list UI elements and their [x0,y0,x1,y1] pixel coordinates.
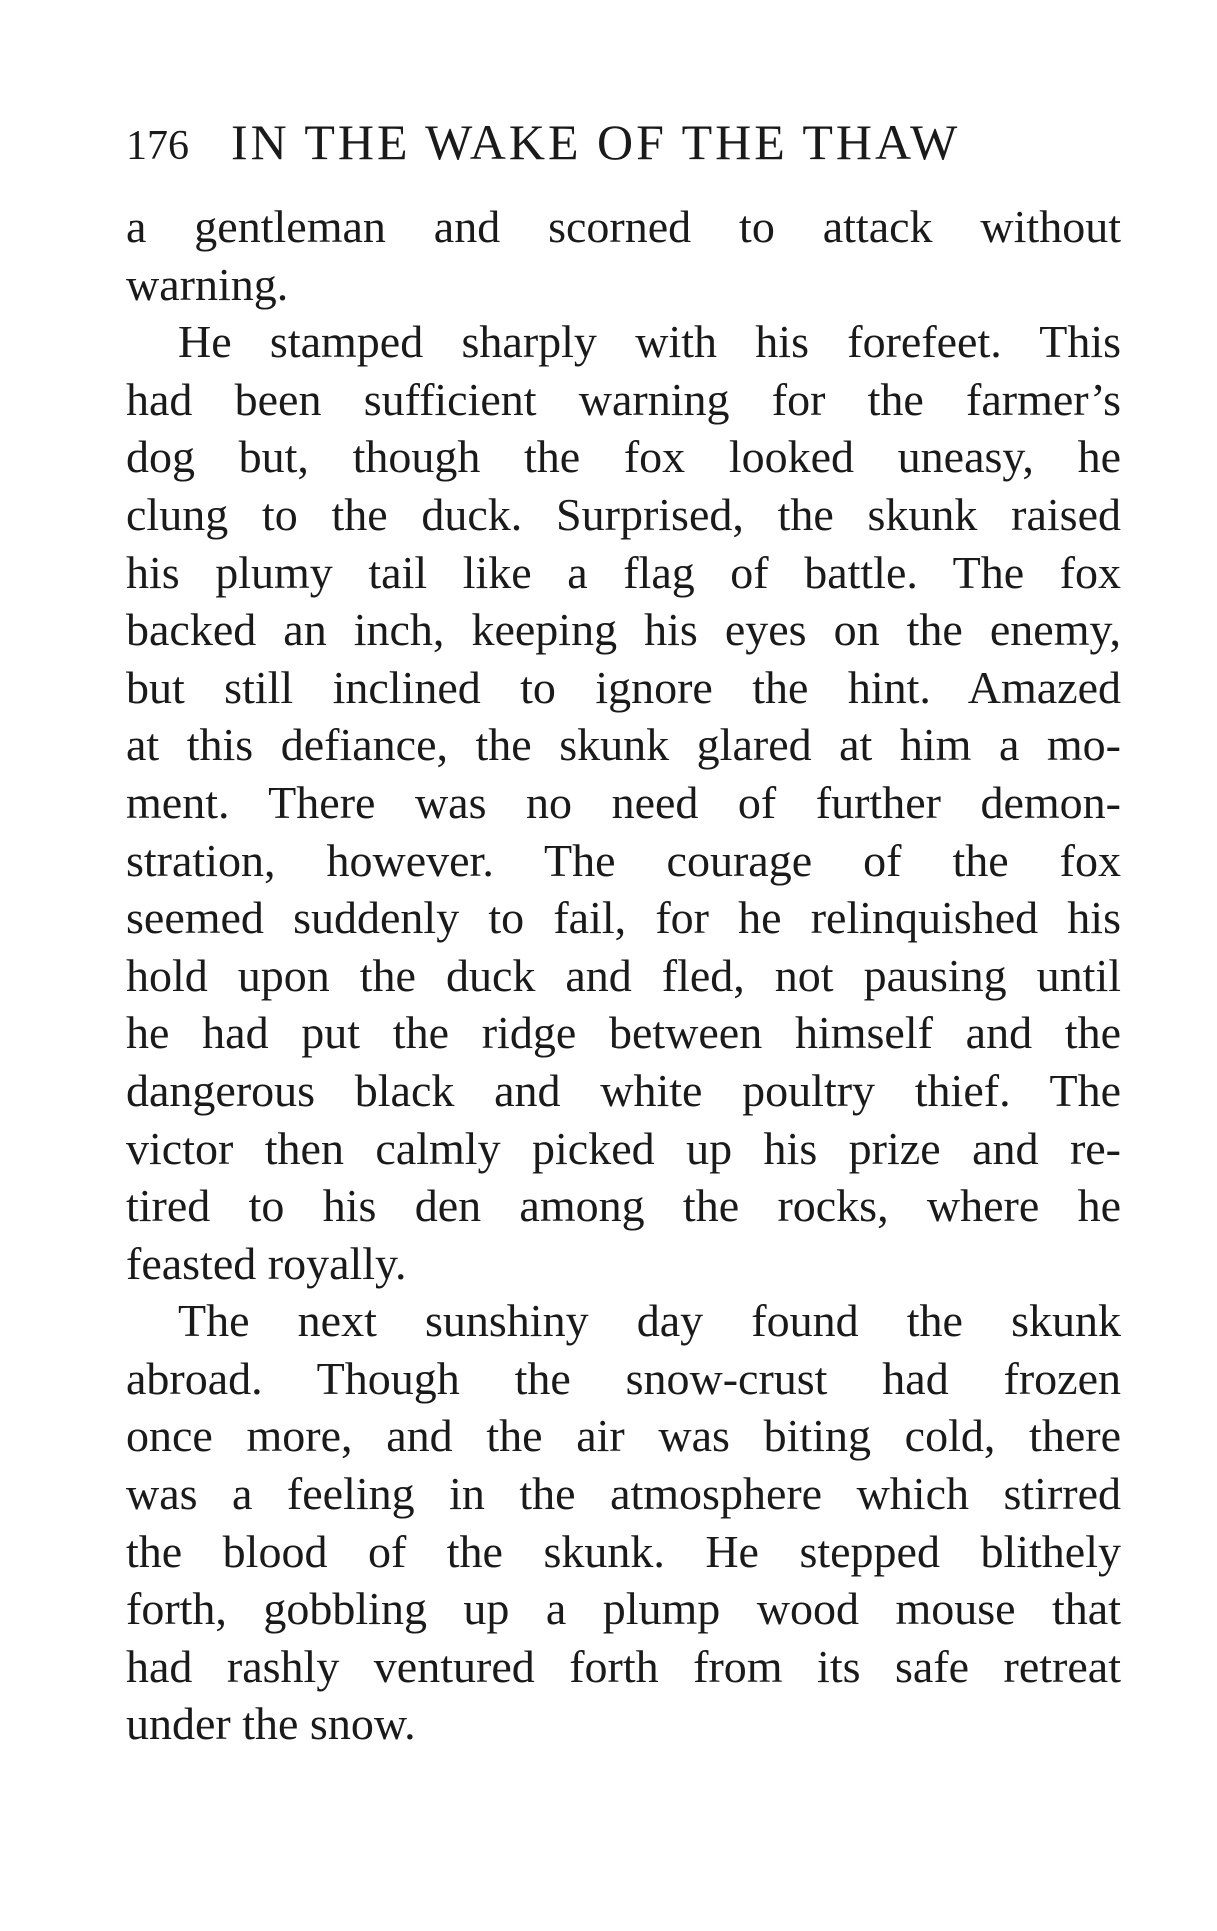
paragraph-3 [126,1292,1121,1753]
text-line: The next sunshiny day found the skunk [178,1295,1121,1347]
text-line: seemed suddenly to fail, for he relinquished his [126,892,1121,944]
text-line: backed an inch, keeping his eyes on the enemy, [126,604,1121,656]
text-line: victor then calmly picked up his prize and re- [126,1122,1121,1174]
text-line: the blood of the skunk. He stepped blithely [126,1525,1121,1577]
text-line: abroad. Though the snow-crust had frozen [126,1352,1121,1404]
book-title: IN THE WAKE OF THE THAW [231,114,961,170]
text-line: forth, gobbling up a plump wood mouse that [126,1583,1121,1635]
text-line: but still inclined to ignore the hint. Amazed [126,661,1121,713]
text-line: stration, however. The courage of the fox [126,834,1121,886]
text-line: dangerous black and white poultry thief. The [126,1064,1121,1116]
paragraph-1 [126,198,1121,313]
text-line: hold upon the duck and fled, not pausing until [126,949,1121,1001]
text-line: under the snow. [126,1698,416,1750]
text-line: He stamped sharply with his forefeet. This [178,316,1121,368]
text-line: had been sufficient warning for the farmer’s [126,373,1121,425]
page-number: 176 [126,123,189,169]
running-head [126,112,1121,172]
text-line: his plumy tail like a flag of battle. The fox [126,546,1121,598]
paragraph-2 [126,313,1121,1292]
text-line: ment. There was no need of further demon- [126,776,1121,828]
text-line: warning. [126,258,289,310]
text-line: a gentleman and scorned to attack without [126,201,1121,252]
text-line: once more, and the air was biting cold, there [126,1410,1121,1462]
text-line: was a feeling in the atmosphere which stirred [126,1468,1121,1520]
text-line: dog but, though the fox looked uneasy, he [126,431,1121,483]
text-line: feasted royally. [126,1237,407,1289]
body-text [126,198,1121,1753]
text-line: at this defiance, the skunk glared at him a mo- [126,719,1121,771]
text-line: tired to his den among the rocks, where he [126,1180,1121,1232]
text-line: he had put the ridge between himself and the [126,1007,1121,1059]
text-line: clung to the duck. Surprised, the skunk raised [126,488,1121,540]
text-line: had rashly ventured forth from its safe retreat [126,1640,1121,1692]
